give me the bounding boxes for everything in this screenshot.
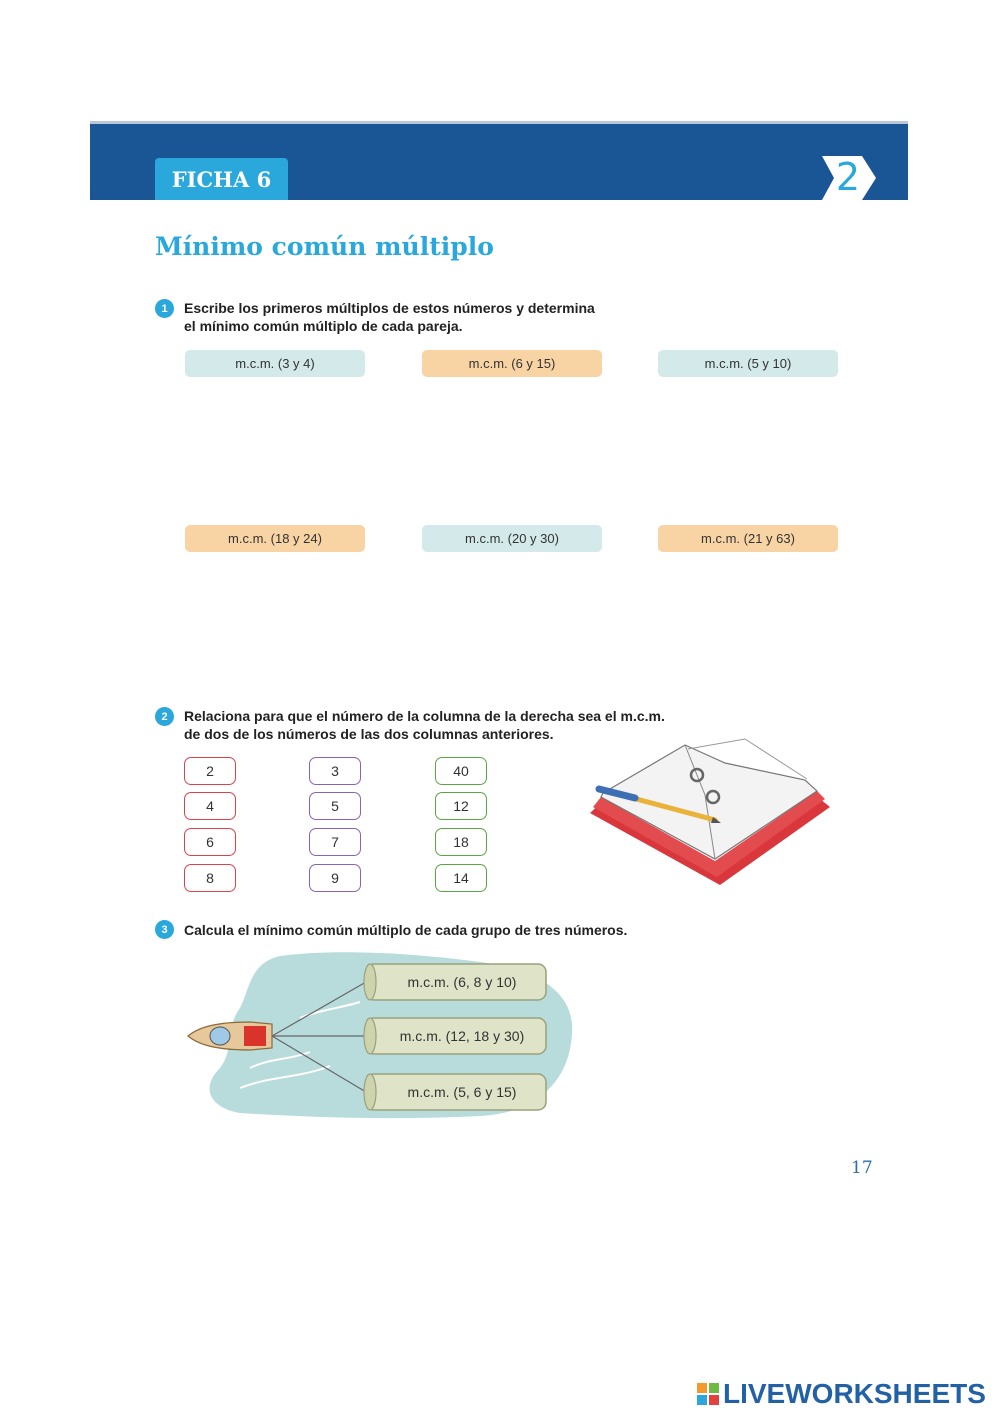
lcm-label-5-10: m.c.m. (5 y 10) [658,350,838,377]
scroll-label-3: m.c.m. (5, 6 y 15) [407,1084,517,1100]
exercise-2-instruction-line1: Relaciona para que el número de la columna de la derecha sea el m.c.m. [184,708,665,724]
column3-box[interactable]: 12 [435,792,487,820]
unit-number: 2 [835,155,861,199]
column3-box[interactable]: 18 [435,828,487,856]
ficha-tab: FICHA 6 [155,158,288,200]
lcm-label-6-15: m.c.m. (6 y 15) [422,350,602,377]
exercise-1-number: 1 [155,299,174,318]
lcm-label-20-30: m.c.m. (20 y 30) [422,525,602,552]
column2-box[interactable]: 3 [309,757,361,785]
scroll-label-2: m.c.m. (12, 18 y 30) [399,1028,525,1044]
liveworksheets-logo[interactable] [697,1377,986,1411]
page-number: 17 [851,1158,873,1178]
liveworksheets-grid-icon [697,1383,719,1405]
liveworksheets-brand: LIVEWORKSHEETS [723,1378,986,1409]
column1-box[interactable]: 2 [184,757,236,785]
notebook-illustration [585,735,835,895]
column1-box[interactable]: 8 [184,864,236,892]
scroll-label-1: m.c.m. (6, 8 y 10) [407,974,517,990]
column3-box[interactable]: 14 [435,864,487,892]
column1-box[interactable]: 6 [184,828,236,856]
exercise-3-instruction: Calcula el mínimo común múltiplo de cada grupo de tres números. [184,922,628,938]
lcm-label-3-4: m.c.m. (3 y 4) [185,350,365,377]
column2-box[interactable]: 9 [309,864,361,892]
exercise-2-instruction-line2: de dos de los números de las dos columnas anteriores. [184,726,554,742]
page-title: Mínimo común múltiplo [155,232,494,261]
lcm-label-18-24: m.c.m. (18 y 24) [185,525,365,552]
column2-box[interactable]: 7 [309,828,361,856]
lcm-label-21-63: m.c.m. (21 y 63) [658,525,838,552]
exercise-1-instruction-line2: el mínimo común múltiplo de cada pareja. [184,318,463,334]
column3-box[interactable]: 40 [435,757,487,785]
exercise-1-instruction-line1: Escribe los primeros múltiplos de estos números y determina [184,300,595,316]
exercise-2-number: 2 [155,707,174,726]
exercise-3-number: 3 [155,920,174,939]
column1-box[interactable]: 4 [184,792,236,820]
column2-box[interactable]: 5 [309,792,361,820]
